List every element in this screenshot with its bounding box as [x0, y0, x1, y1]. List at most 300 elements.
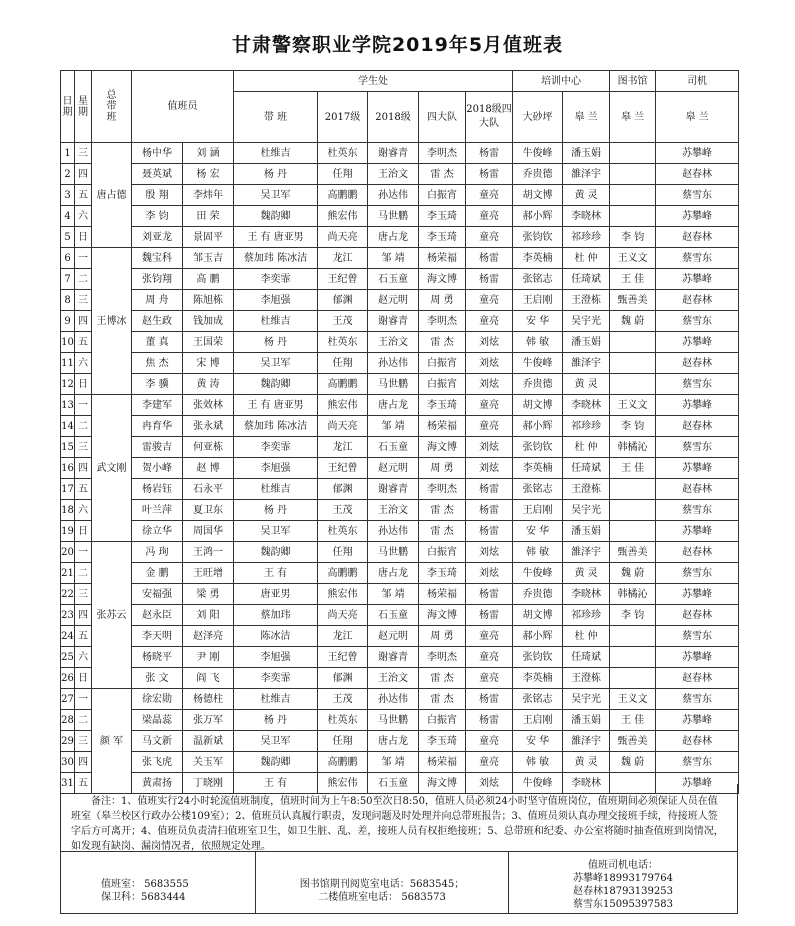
- cell-training-dashaping: 郝小辉: [513, 416, 563, 437]
- cell-staff-2: 尹 刚: [183, 647, 234, 668]
- cell-day: 3: [61, 185, 75, 206]
- cell-staff-2: 赵泽亮: [183, 626, 234, 647]
- cell-staff-2: 关玉军: [183, 752, 234, 773]
- cell-training-gaolan: 潘玉娟: [563, 521, 610, 542]
- table-row: [61, 290, 739, 311]
- cell-grade-2018-team4: 杨雷: [466, 164, 513, 185]
- cell-driver-gaolan: 赵春林: [656, 164, 739, 185]
- cell-training-gaolan: 任琦斌: [563, 458, 610, 479]
- cell-grade-2017: 郁渊: [318, 668, 368, 689]
- cell-training-dashaping: 韩 敏: [513, 332, 563, 353]
- cell-week: 四: [75, 458, 92, 479]
- cell-training-gaolan: 杜 仲: [563, 626, 610, 647]
- cell-staff-1: 赵生政: [132, 311, 183, 332]
- cell-day: 16: [61, 458, 75, 479]
- table-row: [61, 500, 739, 521]
- cell-lead: 杨 丹: [234, 332, 318, 353]
- cell-grade-2018-team4: 刘炫: [466, 374, 513, 395]
- cell-driver-gaolan: 苏攀峰: [656, 143, 739, 164]
- cell-staff-2: 张效林: [183, 395, 234, 416]
- cell-chief: 武文刚: [92, 395, 132, 542]
- table-row: [61, 710, 739, 731]
- cell-team4: 杨荣福: [419, 584, 466, 605]
- cell-team4: 雷 杰: [419, 500, 466, 521]
- cell-grade-2018: 孙达伟: [368, 521, 419, 542]
- cell-grade-2017: 熊宏伟: [318, 395, 368, 416]
- cell-library-gaolan: [610, 647, 656, 668]
- cell-library-gaolan: [610, 332, 656, 353]
- cell-grade-2017: 杜英东: [318, 332, 368, 353]
- cell-day: 18: [61, 500, 75, 521]
- cell-library-gaolan: 李 钧: [610, 416, 656, 437]
- cell-grade-2018-team4: 童亮: [466, 395, 513, 416]
- cell-week: 一: [75, 689, 92, 710]
- cell-grade-2017: 龙江: [318, 248, 368, 269]
- cell-staff-2: 李炜年: [183, 185, 234, 206]
- cell-training-gaolan: 雒泽宇: [563, 542, 610, 563]
- cell-day: 9: [61, 311, 75, 332]
- cell-grade-2018-team4: 童亮: [466, 752, 513, 773]
- cell-week: 二: [75, 563, 92, 584]
- cell-training-dashaping: 胡文博: [513, 395, 563, 416]
- col-student-office: 学生处: [234, 71, 513, 92]
- cell-team4: 杨荣福: [419, 752, 466, 773]
- notes-section: 备注：1、值班实行24小时轮流值班制度，值班时间为上午8:50至次日8:50，值班人员必须24小时坚守值班岗位，值班期间必须保证人员在值班室（皋兰校区行政办公楼109室）；2、值班员认真履行职责，发现问题及时处理并向总带班报告；3、值班员须认真办理交接班手续，待接班人签字后方可离开；4、值班员负责清扫值班室卫生，如卫生脏、乱、差，接班人员有权拒绝接班；5、总带班和纪委、办公室将随时抽查值班到岗情况，如发现有缺岗、漏岗情况者，依照规定处理。: [60, 784, 738, 852]
- cell-training-dashaping: 张铭志: [513, 689, 563, 710]
- cell-staff-1: 李建军: [132, 395, 183, 416]
- cell-team4: 海文博: [419, 605, 466, 626]
- cell-team4: 李明杰: [419, 311, 466, 332]
- cell-week: 三: [75, 290, 92, 311]
- cell-grade-2017: 尚天亮: [318, 416, 368, 437]
- cell-grade-2017: 龙江: [318, 626, 368, 647]
- cell-lead: 蔡加玮: [234, 605, 318, 626]
- cell-week: 二: [75, 710, 92, 731]
- cell-staff-1: 李 骥: [132, 374, 183, 395]
- cell-grade-2017: 龙江: [318, 437, 368, 458]
- cell-staff-2: 张永斌: [183, 416, 234, 437]
- cell-grade-2017: 王纪曾: [318, 269, 368, 290]
- cell-day: 10: [61, 332, 75, 353]
- cell-grade-2018-team4: 杨雷: [466, 269, 513, 290]
- cell-grade-2018-team4: 杨雷: [466, 689, 513, 710]
- cell-grade-2018: 石玉童: [368, 269, 419, 290]
- cell-staff-1: 徐宏勋: [132, 689, 183, 710]
- cell-training-gaolan: 李晓林: [563, 773, 610, 794]
- cell-day: 4: [61, 206, 75, 227]
- cell-library-gaolan: 甄善美: [610, 542, 656, 563]
- cell-grade-2018: 孙达伟: [368, 353, 419, 374]
- cell-driver-gaolan: 赵春林: [656, 227, 739, 248]
- page-title: 甘肃警察职业学院2019年5月值班表: [231, 34, 564, 56]
- cell-lead: 蔡加玮 陈冰洁: [234, 248, 318, 269]
- col-2018-team4: 2018级四大队: [466, 92, 513, 143]
- cell-day: 12: [61, 374, 75, 395]
- cell-training-gaolan: 王澄栋: [563, 290, 610, 311]
- cell-lead: 李奕霏: [234, 437, 318, 458]
- col-day: 日期: [61, 71, 75, 143]
- cell-grade-2018-team4: 刘炫: [466, 773, 513, 794]
- cell-grade-2018: 马世鹏: [368, 374, 419, 395]
- cell-grade-2017: 熊宏伟: [318, 584, 368, 605]
- cell-grade-2018-team4: 童亮: [466, 311, 513, 332]
- cell-grade-2018-team4: 童亮: [466, 185, 513, 206]
- cell-grade-2018: 王治文: [368, 164, 419, 185]
- cell-grade-2018-team4: 杨雷: [466, 584, 513, 605]
- cell-grade-2018: 唐占龙: [368, 395, 419, 416]
- cell-day: 19: [61, 521, 75, 542]
- cell-training-dashaping: 王启刚: [513, 290, 563, 311]
- cell-staff-1: 黄肃扬: [132, 773, 183, 794]
- cell-day: 30: [61, 752, 75, 773]
- cell-grade-2017: 熊宏伟: [318, 206, 368, 227]
- cell-staff-1: 聂英斌: [132, 164, 183, 185]
- cell-library-gaolan: [610, 143, 656, 164]
- cell-day: 25: [61, 647, 75, 668]
- cell-week: 一: [75, 542, 92, 563]
- cell-team4: 李玉琦: [419, 206, 466, 227]
- cell-lead: 魏韵卿: [234, 542, 318, 563]
- col-driver: 司机: [656, 71, 739, 92]
- cell-training-gaolan: 祁珍珍: [563, 227, 610, 248]
- cell-staff-2: 阎 飞: [183, 668, 234, 689]
- driver-phone-title: 值班司机电话：: [588, 860, 658, 871]
- cell-team4: 海文博: [419, 269, 466, 290]
- cell-library-gaolan: [610, 668, 656, 689]
- cell-driver-gaolan: 赵春林: [656, 668, 739, 689]
- cell-grade-2018: 孙达伟: [368, 689, 419, 710]
- col-2018: 2018级: [368, 92, 419, 143]
- cell-training-gaolan: 黄 灵: [563, 374, 610, 395]
- cell-training-gaolan: 黄 灵: [563, 752, 610, 773]
- cell-grade-2018: 孙达伟: [368, 185, 419, 206]
- cell-grade-2017: 王茂: [318, 689, 368, 710]
- cell-grade-2018: 王治文: [368, 500, 419, 521]
- cell-staff-1: 冯 珣: [132, 542, 183, 563]
- cell-grade-2018-team4: 刘炫: [466, 563, 513, 584]
- cell-week: 三: [75, 437, 92, 458]
- cell-lead: 王 有: [234, 563, 318, 584]
- cell-driver-gaolan: 苏攀峰: [656, 206, 739, 227]
- cell-lead: 杜维吉: [234, 311, 318, 332]
- cell-training-gaolan: 任琦斌: [563, 269, 610, 290]
- cell-staff-2: 夏卫东: [183, 500, 234, 521]
- cell-grade-2018: 谢睿青: [368, 479, 419, 500]
- cell-training-dashaping: 韩 敏: [513, 752, 563, 773]
- cell-staff-2: 邹玉吉: [183, 248, 234, 269]
- col-team4: 四大队: [419, 92, 466, 143]
- footer-contacts: [60, 852, 738, 914]
- cell-team4: 白振宵: [419, 185, 466, 206]
- cell-staff-2: 景固平: [183, 227, 234, 248]
- cell-training-dashaping: 李英楠: [513, 248, 563, 269]
- cell-lead: 吴卫军: [234, 185, 318, 206]
- cell-team4: 李明杰: [419, 647, 466, 668]
- cell-library-gaolan: 魏 蔚: [610, 311, 656, 332]
- cell-driver-gaolan: 苏攀峰: [656, 647, 739, 668]
- cell-staff-2: 杨 宏: [183, 164, 234, 185]
- cell-training-gaolan: 祁珍珍: [563, 605, 610, 626]
- cell-grade-2018: 王治文: [368, 332, 419, 353]
- col-gaolan-library: 皋 兰: [610, 92, 656, 143]
- cell-staff-2: 张万军: [183, 710, 234, 731]
- table-row: [61, 668, 739, 689]
- cell-library-gaolan: 韩橘沁: [610, 437, 656, 458]
- cell-staff-2: 石永平: [183, 479, 234, 500]
- cell-grade-2018-team4: 童亮: [466, 206, 513, 227]
- cell-training-gaolan: 潘玉娟: [563, 143, 610, 164]
- cell-chief: 颜 军: [92, 689, 132, 794]
- cell-staff-2: 杨德柱: [183, 689, 234, 710]
- duty-table: [60, 70, 739, 794]
- cell-staff-1: 李天明: [132, 626, 183, 647]
- cell-day: 5: [61, 227, 75, 248]
- col-library: 图书馆: [610, 71, 656, 92]
- cell-week: 五: [75, 332, 92, 353]
- cell-library-gaolan: 韩橘沁: [610, 584, 656, 605]
- cell-library-gaolan: [610, 626, 656, 647]
- table-row: [61, 731, 739, 752]
- table-row: [61, 437, 739, 458]
- table-row: [61, 395, 739, 416]
- cell-day: 28: [61, 710, 75, 731]
- cell-grade-2018: 马世鹏: [368, 206, 419, 227]
- cell-library-gaolan: 魏 蔚: [610, 563, 656, 584]
- cell-staff-2: 温新斌: [183, 731, 234, 752]
- cell-week: 三: [75, 731, 92, 752]
- cell-staff-2: 王旺增: [183, 563, 234, 584]
- cell-week: 六: [75, 353, 92, 374]
- cell-driver-gaolan: 苏攀峰: [656, 269, 739, 290]
- cell-staff-2: 何亚栋: [183, 437, 234, 458]
- cell-driver-gaolan: 苏攀峰: [656, 521, 739, 542]
- table-row: [61, 605, 739, 626]
- cell-week: 日: [75, 374, 92, 395]
- cell-training-dashaping: 乔贵德: [513, 164, 563, 185]
- cell-driver-gaolan: 蔡雪东: [656, 563, 739, 584]
- cell-staff-2: 宋 博: [183, 353, 234, 374]
- cell-grade-2018-team4: 童亮: [466, 290, 513, 311]
- cell-week: 四: [75, 311, 92, 332]
- table-row: [61, 311, 739, 332]
- table-row: [61, 584, 739, 605]
- cell-training-gaolan: 杜 仲: [563, 248, 610, 269]
- cell-training-dashaping: 胡文博: [513, 605, 563, 626]
- cell-training-dashaping: 张钧钦: [513, 227, 563, 248]
- table-row: [61, 689, 739, 710]
- cell-library-gaolan: 王义文: [610, 689, 656, 710]
- cell-driver-gaolan: 苏攀峰: [656, 332, 739, 353]
- cell-grade-2018-team4: 童亮: [466, 731, 513, 752]
- cell-staff-1: 张 文: [132, 668, 183, 689]
- cell-library-gaolan: 王 佳: [610, 710, 656, 731]
- cell-week: 三: [75, 143, 92, 164]
- cell-training-dashaping: 张钧钦: [513, 437, 563, 458]
- cell-grade-2018-team4: 童亮: [466, 626, 513, 647]
- cell-lead: 吴卫军: [234, 521, 318, 542]
- table-row: [61, 416, 739, 437]
- cell-team4: 李玉琦: [419, 395, 466, 416]
- cell-training-dashaping: 安 华: [513, 521, 563, 542]
- cell-lead: 杨 丹: [234, 710, 318, 731]
- table-row: [61, 458, 739, 479]
- table-row: [61, 164, 739, 185]
- footer-library-phones: [256, 852, 509, 913]
- cell-driver-gaolan: 苏攀峰: [656, 773, 739, 794]
- cell-grade-2018-team4: 刘炫: [466, 353, 513, 374]
- cell-lead: 杜维吉: [234, 479, 318, 500]
- cell-driver-gaolan: 蔡雪东: [656, 311, 739, 332]
- cell-library-gaolan: [610, 521, 656, 542]
- cell-library-gaolan: 王 佳: [610, 458, 656, 479]
- cell-day: 1: [61, 143, 75, 164]
- cell-training-gaolan: 李晓林: [563, 584, 610, 605]
- table-row: [61, 185, 739, 206]
- cell-training-dashaping: 郝小辉: [513, 626, 563, 647]
- cell-library-gaolan: 李 钧: [610, 227, 656, 248]
- cell-grade-2018-team4: 刘炫: [466, 332, 513, 353]
- cell-grade-2017: 杜英东: [318, 143, 368, 164]
- cell-grade-2017: 任翔: [318, 164, 368, 185]
- cell-staff-1: 安福强: [132, 584, 183, 605]
- cell-staff-1: 赵永臣: [132, 605, 183, 626]
- cell-lead: 李旭强: [234, 647, 318, 668]
- cell-driver-gaolan: 苏攀峰: [656, 584, 739, 605]
- cell-day: 22: [61, 584, 75, 605]
- cell-staff-1: 殷 翔: [132, 185, 183, 206]
- cell-staff-2: 周国华: [183, 521, 234, 542]
- cell-driver-gaolan: 蔡雪东: [656, 185, 739, 206]
- cell-week: 四: [75, 752, 92, 773]
- cell-staff-1: 梁晶蕊: [132, 710, 183, 731]
- cell-chief: 张苏云: [92, 542, 132, 689]
- cell-team4: 杨荣福: [419, 248, 466, 269]
- cell-grade-2017: 任翔: [318, 542, 368, 563]
- cell-week: 五: [75, 185, 92, 206]
- cell-staff-2: 刘 涵: [183, 143, 234, 164]
- cell-staff-1: 杨晓平: [132, 647, 183, 668]
- cell-lead: 王 有: [234, 773, 318, 794]
- cell-week: 六: [75, 647, 92, 668]
- security-phone: 保卫科：5683444: [101, 892, 186, 903]
- cell-training-dashaping: 牛俊峰: [513, 773, 563, 794]
- cell-driver-gaolan: 赵春林: [656, 479, 739, 500]
- cell-grade-2018-team4: 杨雷: [466, 248, 513, 269]
- cell-grade-2018: 唐占龙: [368, 227, 419, 248]
- cell-staff-1: 雷骏吉: [132, 437, 183, 458]
- cell-training-gaolan: 雒泽宇: [563, 353, 610, 374]
- cell-driver-gaolan: 蔡雪东: [656, 374, 739, 395]
- cell-driver-gaolan: 蔡雪东: [656, 500, 739, 521]
- table-row: [61, 353, 739, 374]
- cell-lead: 陈冰洁: [234, 626, 318, 647]
- cell-lead: 蔡加玮 陈冰洁: [234, 416, 318, 437]
- cell-library-gaolan: 魏 蔚: [610, 752, 656, 773]
- footer-duty-phones: [61, 852, 256, 913]
- cell-grade-2017: 高鹏鹏: [318, 374, 368, 395]
- cell-staff-1: 冉育华: [132, 416, 183, 437]
- cell-lead: 李旭强: [234, 290, 318, 311]
- cell-driver-gaolan: 蔡雪东: [656, 752, 739, 773]
- cell-staff-2: 梁 勇: [183, 584, 234, 605]
- cell-staff-1: 贺小峰: [132, 458, 183, 479]
- cell-day: 24: [61, 626, 75, 647]
- cell-week: 四: [75, 164, 92, 185]
- col-dashaping: 大砂坪: [513, 92, 563, 143]
- cell-library-gaolan: 王义文: [610, 395, 656, 416]
- cell-grade-2018: 谢睿青: [368, 143, 419, 164]
- col-2017: 2017级: [318, 92, 368, 143]
- cell-staff-2: 陈旭栋: [183, 290, 234, 311]
- cell-grade-2017: 熊宏伟: [318, 773, 368, 794]
- cell-day: 23: [61, 605, 75, 626]
- cell-team4: 李玉琦: [419, 227, 466, 248]
- cell-training-dashaping: 王启刚: [513, 500, 563, 521]
- cell-driver-gaolan: 赵春林: [656, 290, 739, 311]
- cell-week: 四: [75, 605, 92, 626]
- cell-lead: 王 有 唐亚男: [234, 227, 318, 248]
- cell-day: 20: [61, 542, 75, 563]
- cell-grade-2018: 赵元明: [368, 626, 419, 647]
- cell-library-gaolan: [610, 500, 656, 521]
- cell-driver-gaolan: 赵春林: [656, 416, 739, 437]
- cell-library-gaolan: [610, 185, 656, 206]
- cell-grade-2018-team4: 童亮: [466, 647, 513, 668]
- table-row: [61, 332, 739, 353]
- cell-driver-gaolan: 蔡雪东: [656, 626, 739, 647]
- cell-training-dashaping: 乔贵德: [513, 374, 563, 395]
- cell-grade-2018-team4: 杨雷: [466, 143, 513, 164]
- cell-lead: 杜维吉: [234, 689, 318, 710]
- table-row: [61, 269, 739, 290]
- cell-day: 2: [61, 164, 75, 185]
- cell-staff-1: 张钧翔: [132, 269, 183, 290]
- cell-driver-gaolan: 赵春林: [656, 731, 739, 752]
- cell-lead: 吴卫军: [234, 731, 318, 752]
- cell-week: 五: [75, 773, 92, 794]
- cell-lead: 王 有 唐亚男: [234, 395, 318, 416]
- cell-grade-2018: 邹 靖: [368, 752, 419, 773]
- cell-grade-2018-team4: 杨雷: [466, 479, 513, 500]
- cell-team4: 白振宵: [419, 353, 466, 374]
- cell-team4: 雷 杰: [419, 689, 466, 710]
- cell-driver-gaolan: 蔡雪东: [656, 248, 739, 269]
- cell-library-gaolan: [610, 353, 656, 374]
- table-row: [61, 479, 739, 500]
- cell-team4: 海文博: [419, 773, 466, 794]
- cell-grade-2018: 马世鹏: [368, 542, 419, 563]
- cell-grade-2017: 任翔: [318, 731, 368, 752]
- col-training: 培训中心: [513, 71, 610, 92]
- cell-team4: 李明杰: [419, 479, 466, 500]
- cell-grade-2017: 王茂: [318, 311, 368, 332]
- cell-chief: 王博冰: [92, 248, 132, 395]
- cell-staff-1: 马文新: [132, 731, 183, 752]
- cell-grade-2018: 邹 靖: [368, 416, 419, 437]
- cell-grade-2018: 谢睿青: [368, 311, 419, 332]
- cell-staff-1: 焦 杰: [132, 353, 183, 374]
- cell-grade-2018: 石玉童: [368, 605, 419, 626]
- table-row: [61, 248, 739, 269]
- cell-training-gaolan: 吴宇光: [563, 689, 610, 710]
- cell-training-gaolan: 黄 灵: [563, 185, 610, 206]
- cell-grade-2018-team4: 童亮: [466, 416, 513, 437]
- footer-driver-phones: [509, 852, 737, 913]
- cell-training-dashaping: 李英楠: [513, 668, 563, 689]
- table-row: [61, 542, 739, 563]
- cell-grade-2018: 王治文: [368, 668, 419, 689]
- cell-training-dashaping: 李英楠: [513, 458, 563, 479]
